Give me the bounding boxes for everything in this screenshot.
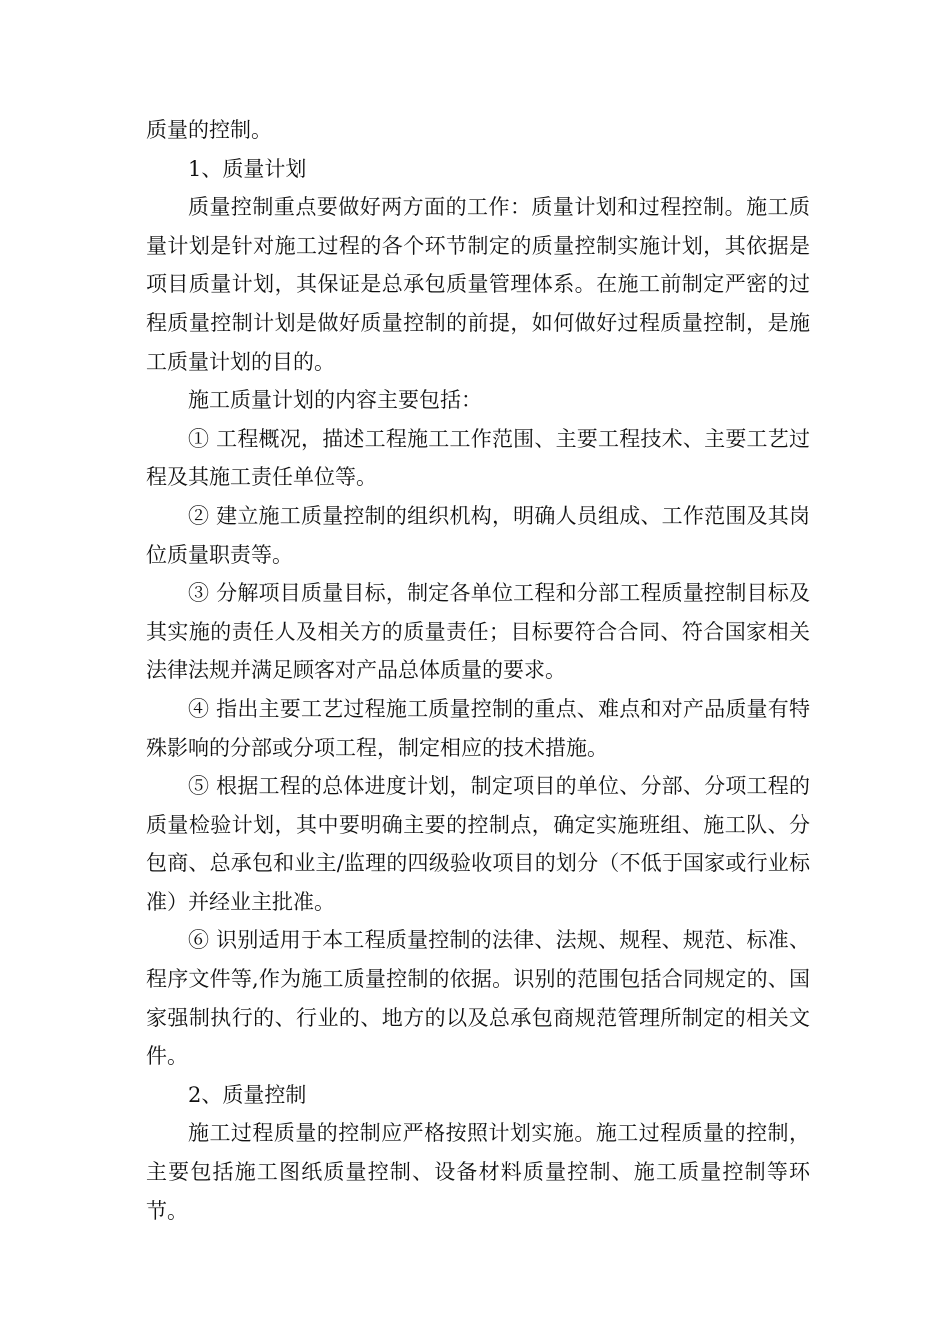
paragraph-quality-plan-intro: 质量控制重点要做好两方面的工作：质量计划和过程控制。施工质量计划是针对施工过程的各个环节制定的质量控制实施计划，其依据是项目质量计划，其保证是总承包质量管理体系。在施工前制定严密的过程质量控制计划是做好质量控制的前提，如何做好过程质量控制，是施工质量计划的目的。 (146, 195, 810, 374)
section-heading-quality-plan: 1、质量计划 (188, 156, 307, 181)
list-item-4: ④ 指出主要工艺过程施工质量控制的重点、难点和对产品质量有特殊影响的分部或分项工程，制定相应的技术措施。 (146, 696, 810, 760)
list-item-6: ⑥ 识别适用于本工程质量控制的法律、法规、规程、规范、标准、程序文件等,作为施工质量控制的依据。识别的范围包括合同规定的、国家强制执行的、行业的、地方的以及总承包商规范管理所制定的相关文件。 (146, 928, 810, 1069)
paragraph-quality-control-intro: 施工过程质量的控制应严格按照计划实施。施工过程质量的控制，主要包括施工图纸质量控制、设备材料质量控制、施工质量控制等环节。 (146, 1121, 810, 1223)
paragraph-continuation: 质量的控制。 (146, 118, 272, 142)
list-item-5: ⑤ 根据工程的总体进度计划，制定项目的单位、分部、分项工程的质量检验计划，其中要明确主要的控制点，确定实施班组、施工队、分包商、总承包和业主/监理的四级验收项目的划分（不低于国家或行业标准）并经业主批准。 (146, 774, 810, 914)
document-body (146, 111, 810, 1230)
list-item-2: ② 建立施工质量控制的组织机构，明确人员组成、工作范围及其岗位质量职责等。 (146, 503, 810, 567)
list-item-1: ① 工程概况，描述工程施工工作范围、主要工程技术、主要工艺过程及其施工责任单位等。 (146, 426, 810, 490)
section-heading-quality-control: 2、质量控制 (188, 1082, 307, 1107)
paragraph-plan-contents-lead: 施工质量计划的内容主要包括： (188, 388, 482, 413)
list-item-3: ③ 分解项目质量目标，制定各单位工程和分部工程质量控制目标及其实施的责任人及相关方的质量责任；目标要符合合同、符合国家相关法律法规并满足顾客对产品总体质量的要求。 (146, 581, 810, 683)
